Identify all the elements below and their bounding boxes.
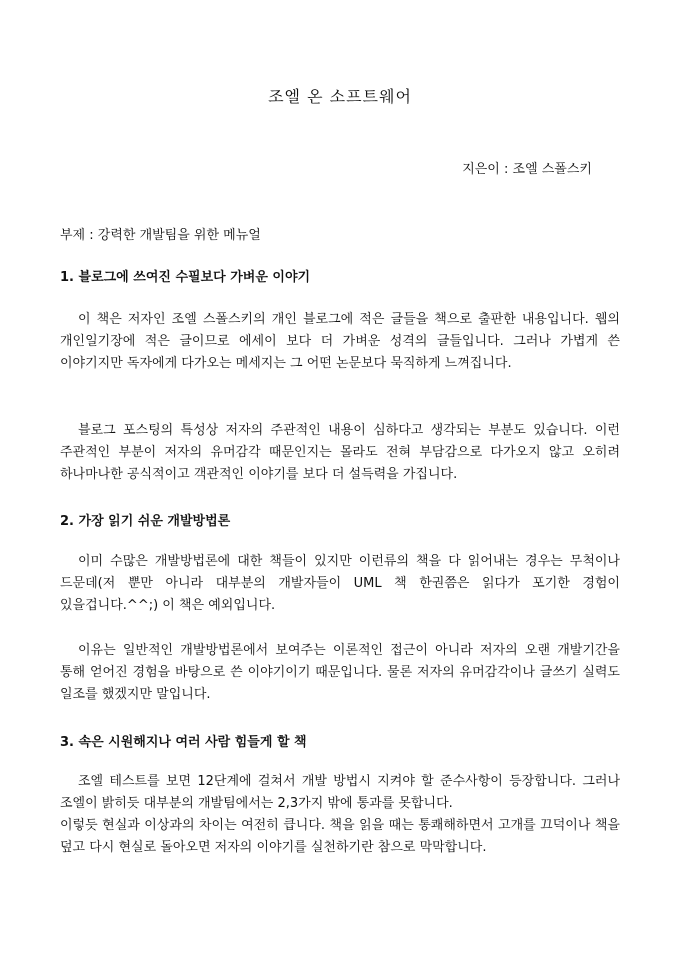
section-paragraph: 이유는 일반적인 개발방법론에서 보여주는 이론적인 접근이 아니라 저자의 오랜 개발기간을 통해 얻어진 경험을 바탕으로 쓴 이야기이기 때문입니다. 물론 저자의 유머감각이나 글쓰기 실력도 일조를 했겠지만 말입니다.	[60, 643, 620, 702]
section-paragraph: 블로그 포스팅의 특성상 저자의 주관적인 내용이 심하다고 생각되는 부분도 있습니다. 이런 주관적인 부분이 저자의 유머감각 때문인지는 몰라도 전혀 부담감으로 다가오지 않고 오히려 하나마나한 공식적이고 객관적인 이야기를 보다 더 설득력을 가집니다.	[60, 423, 620, 482]
document-title: 조엘 온 소프트웨어	[268, 87, 412, 106]
section-paragraph: 이렇듯 현실과 이상과의 차이는 여전히 큽니다. 책을 읽을 때는 통쾌해하면서 고개를 끄덕이나 책을 덮고 다시 현실로 돌아오면 저자의 이야기를 실천하기란 참으로 막막합니다.	[60, 818, 620, 855]
section-heading: 3. 속은 시원해지나 여러 사람 힘들게 할 책	[60, 735, 307, 750]
section-paragraph: 조엘 테스트를 보면 12단계에 걸쳐서 개발 방법시 지켜야 할 준수사항이 등장합니다. 그러나 조엘이 밝히듯 대부분의 개발팀에서는 2,3가지 밖에 통과를 못합니다.	[60, 774, 620, 811]
subtitle-line: 부제 : 강력한 개발팀을 위한 메뉴얼	[60, 228, 261, 243]
section-paragraph: 이미 수많은 개발방법론에 대한 책들이 있지만 이런류의 책을 다 읽어내는 경우는 무척이나 드문데(저 뿐만 아니라 대부분의 개발자들이 UML 책 한권쯤은 읽다가 포기한 경험이 있을겁니다.^^;) 이 책은 예외입니다.	[60, 554, 620, 613]
section-heading: 1. 블로그에 쓰여진 수필보다 가벼운 이야기	[60, 270, 311, 285]
section-paragraph: 이 책은 저자인 조엘 스폴스키의 개인 블로그에 적은 글들을 책으로 출판한 내용입니다. 웹의 개인일기장에 적은 글이므로 에세이 보다 더 가벼운 성격의 글들입니다. 그러나 가볍게 쓴 이야기지만 독자에게 다가오는 메세지는 그 어떤 논문보다 묵직하게 느껴집니다.	[60, 312, 620, 371]
section-heading: 2. 가장 읽기 쉬운 개발방법론	[60, 514, 231, 529]
author-line: 지은이 : 조엘 스폴스키	[462, 162, 592, 177]
